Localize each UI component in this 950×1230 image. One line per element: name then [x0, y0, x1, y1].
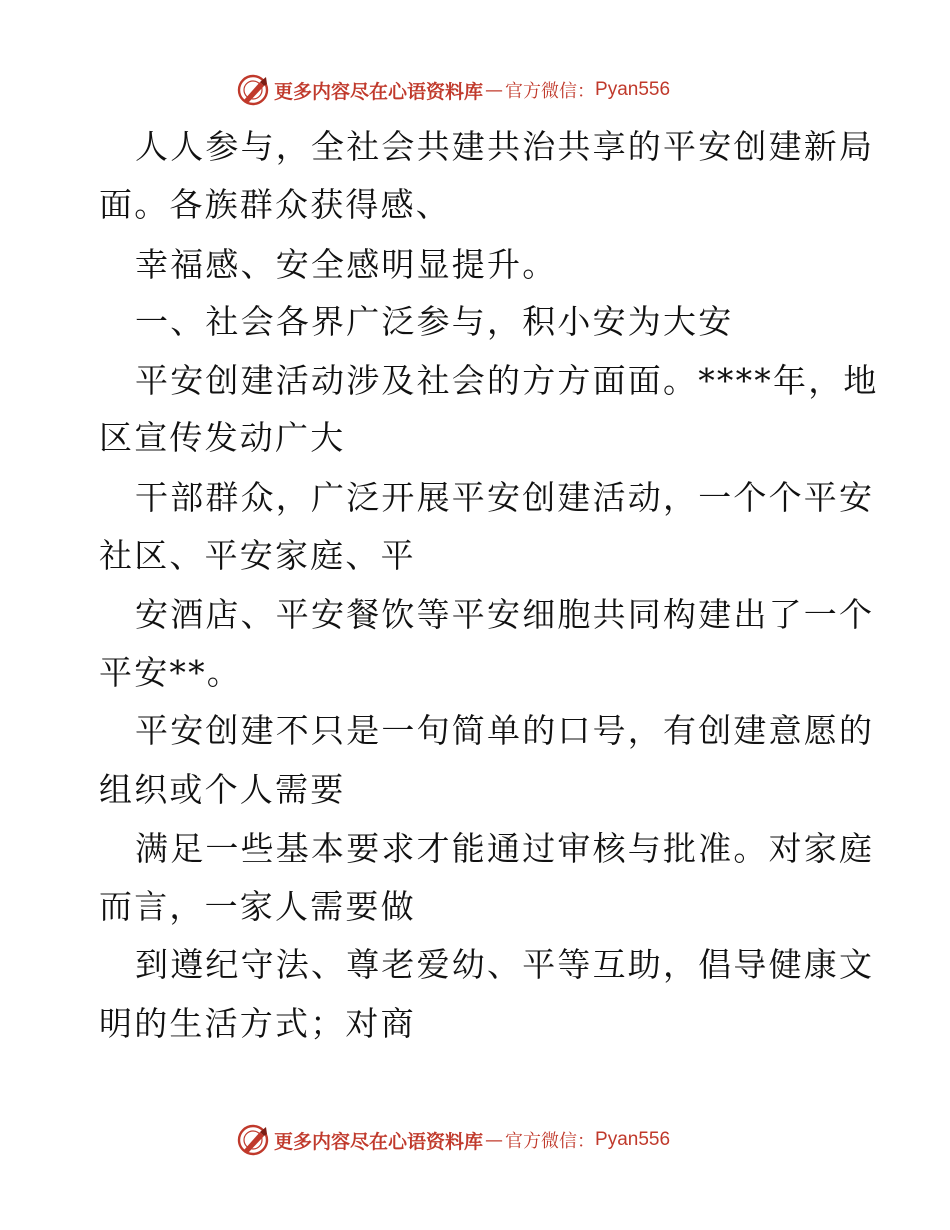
pen-logo-icon: [236, 73, 270, 107]
watermark-contact-id: Pyan556: [595, 1129, 671, 1150]
text-line: 组织或个人需要: [99, 770, 346, 809]
header-watermark: [236, 72, 670, 108]
text-line: 平安创建活动涉及社会的方方面面。****年，地: [135, 361, 879, 400]
pen-logo-icon: [236, 1123, 270, 1157]
watermark-site-text: 更多内容尽在心语资料库: [274, 80, 484, 103]
watermark-contact-label: 官方微信：: [505, 1131, 596, 1152]
watermark-site-text: 更多内容尽在心语资料库: [274, 1130, 484, 1153]
watermark-contact-label: 官方微信：: [505, 81, 596, 102]
text-line: 而言，一家人需要做: [99, 887, 416, 926]
text-line: 人人参与，全社会共建共治共享的平安创建新局: [135, 127, 875, 166]
text-line: 安酒店、平安餐饮等平安细胞共同构建出了一个: [135, 595, 875, 634]
text-line: 明的生活方式；对商: [99, 1004, 416, 1043]
text-line: 平安创建不只是一句简单的口号，有创建意愿的: [135, 711, 875, 750]
watermark-dash: —: [485, 1129, 504, 1151]
watermark-dash: —: [485, 79, 504, 101]
text-line: 满足一些基本要求才能通过审核与批准。对家庭: [135, 829, 875, 868]
footer-watermark: [236, 1122, 670, 1158]
text-line: 面。各族群众获得感、: [99, 185, 451, 224]
text-line: 幸福感、安全感明显提升。: [135, 245, 558, 284]
text-line: 到遵纪守法、尊老爱幼、平等互助，倡导健康文: [135, 945, 875, 984]
section-heading: 一、社会各界广泛参与，积小安为大安: [135, 302, 734, 341]
text-line: 社区、平安家庭、平: [99, 536, 416, 575]
text-line: 平安**。: [99, 653, 242, 692]
text-line: 区宣传发动广大: [99, 418, 346, 457]
watermark-contact-id: Pyan556: [595, 79, 671, 100]
text-line: 干部群众，广泛开展平安创建活动，一个个平安: [135, 478, 875, 517]
